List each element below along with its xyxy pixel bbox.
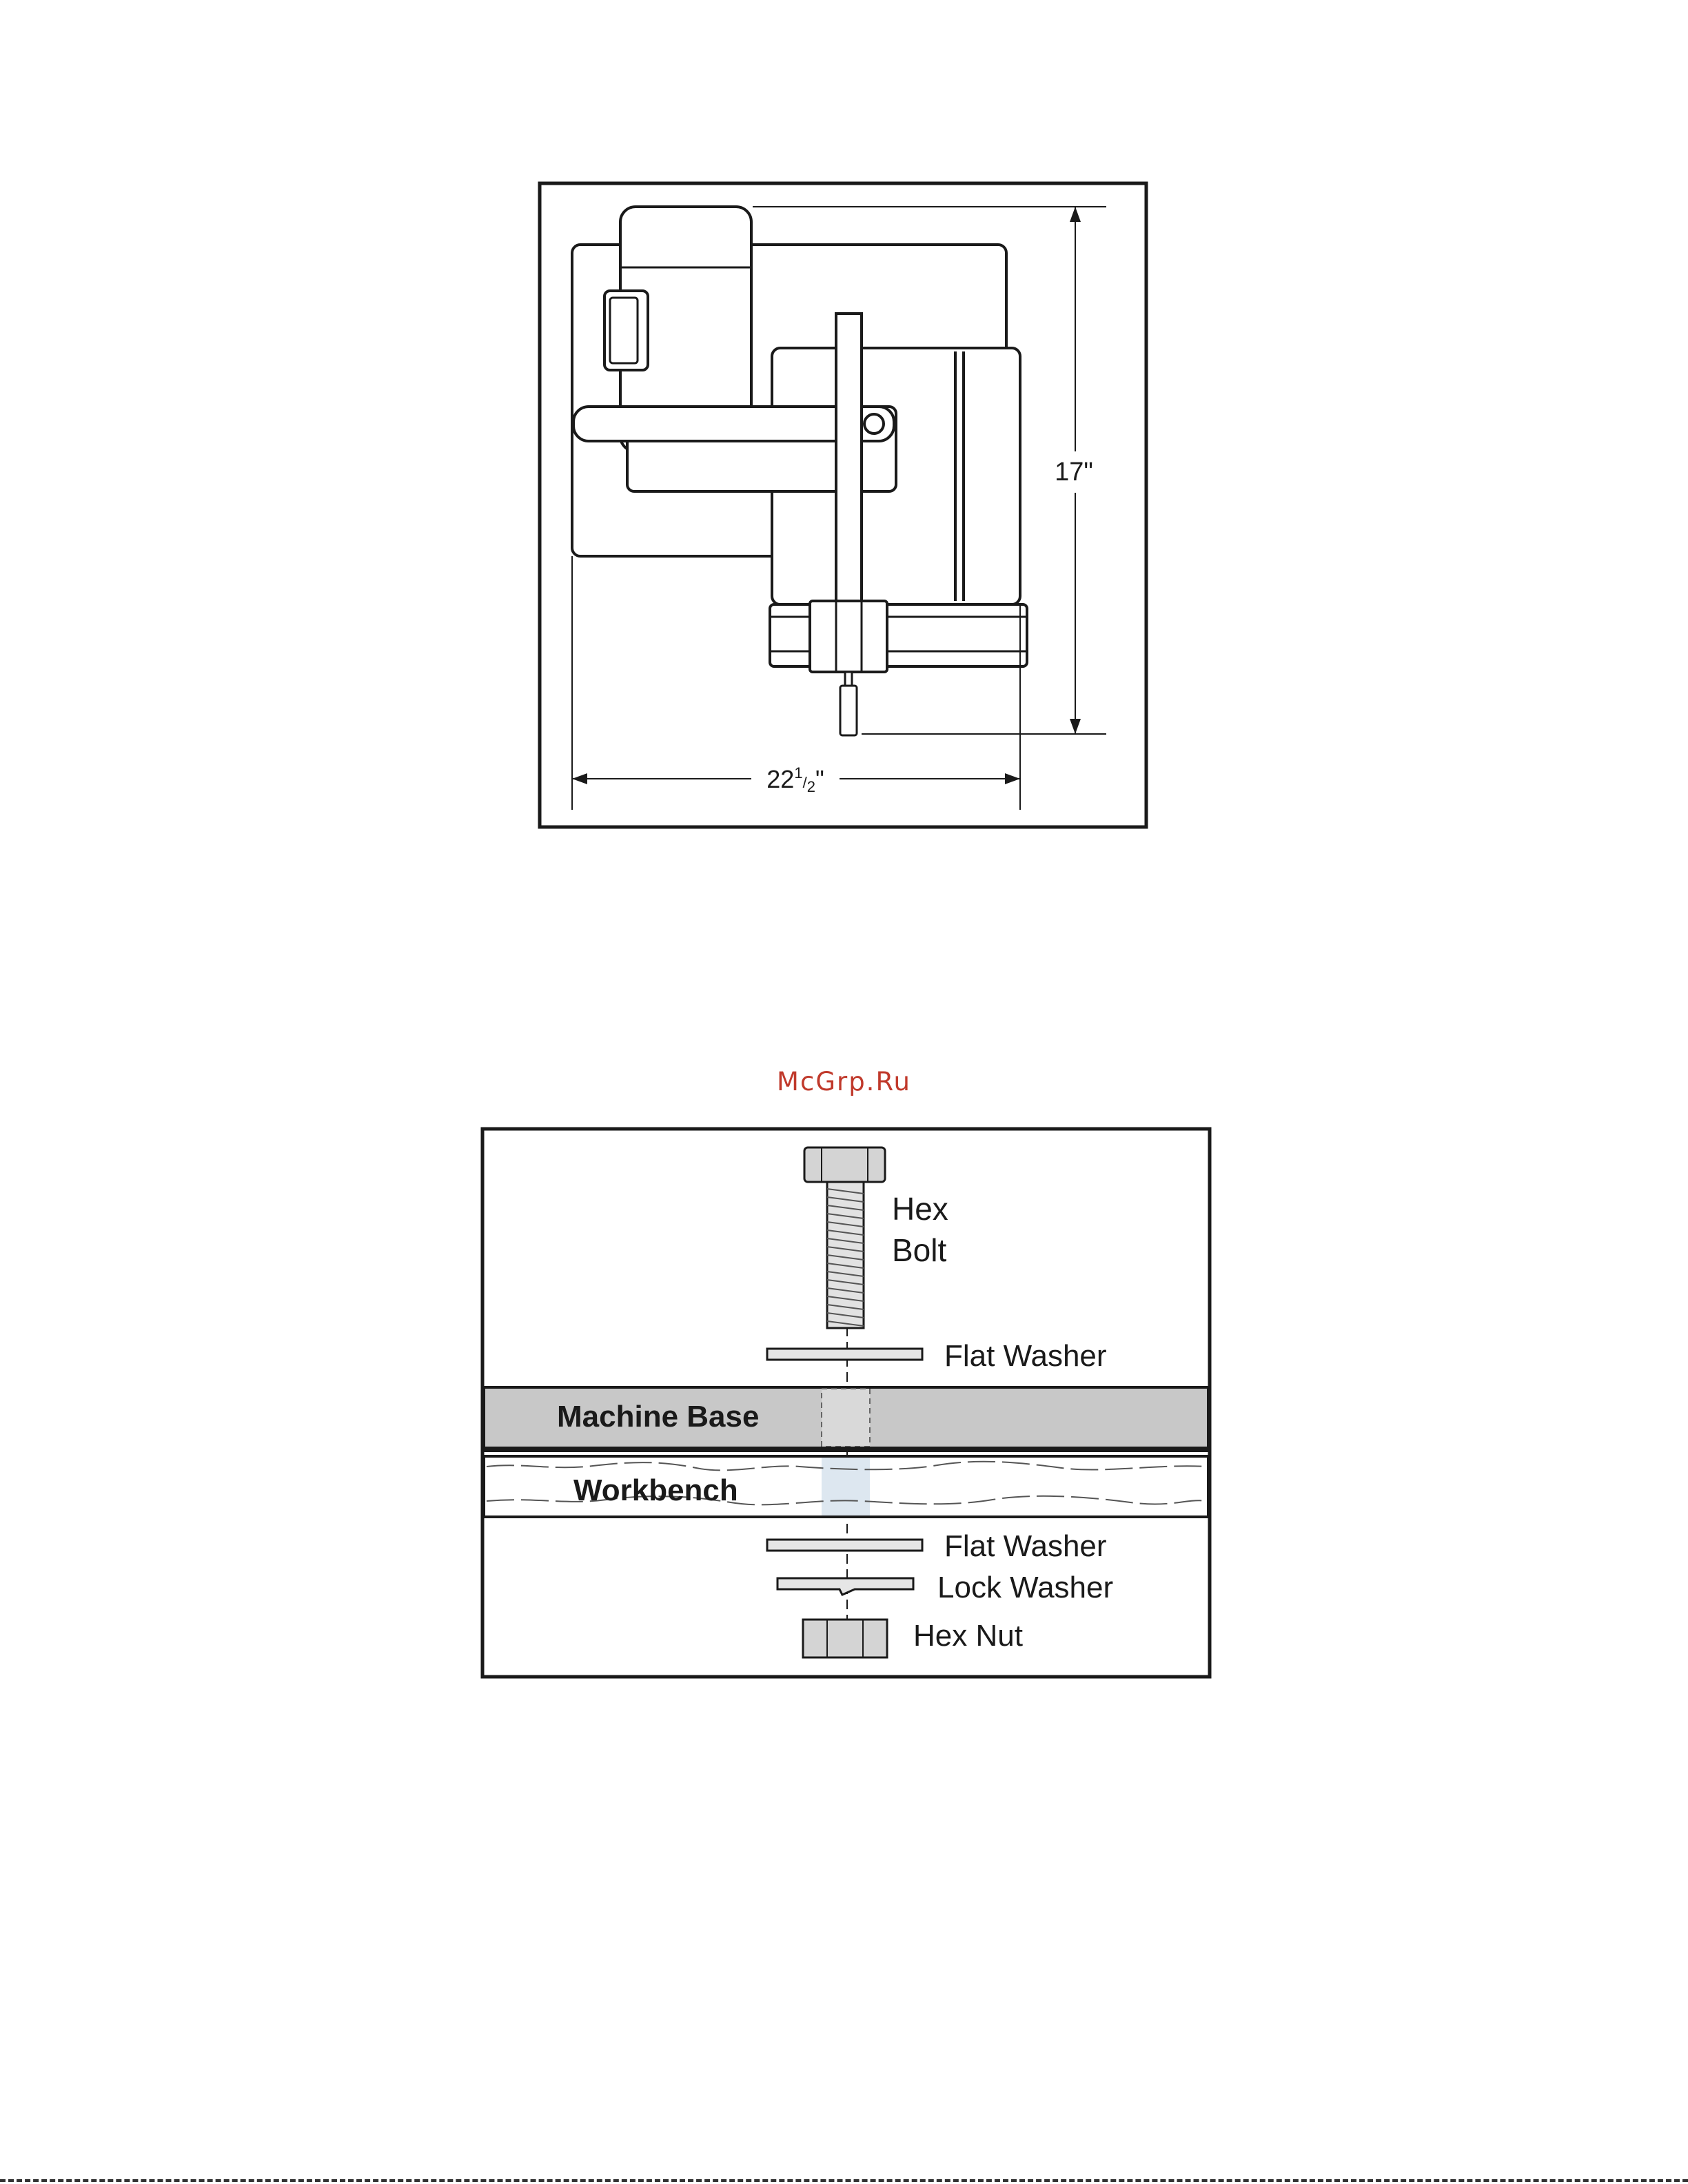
carriage-block (810, 601, 887, 672)
hex-nut (803, 1620, 887, 1657)
bolt-hole-base (822, 1389, 870, 1447)
footer-rule (0, 2179, 1688, 2182)
machine-base-label: Machine Base (557, 1400, 760, 1433)
hex-bolt-label-2: Bolt (892, 1232, 947, 1268)
dim-height-arrow-bottom (1070, 719, 1081, 734)
dim-width-label: $22^1_/2$" (766, 764, 824, 795)
watermark-text: McGrp.Ru (777, 1067, 911, 1096)
flat-washer-bottom (767, 1540, 922, 1551)
hex-bolt-label-1: Hex (892, 1191, 948, 1227)
flat-washer-bottom-label: Flat Washer (944, 1529, 1107, 1563)
hex-bolt (804, 1147, 885, 1328)
mounting-hardware-diagram (0, 1075, 1688, 1695)
handle-grip (840, 686, 857, 735)
machine-footprint-diagram (0, 0, 1688, 855)
dim-width-arrow-right (1005, 773, 1020, 784)
flat-washer-top (767, 1349, 922, 1360)
bolt-hole-workbench (822, 1458, 870, 1515)
lock-washer-label: Lock Washer (937, 1571, 1114, 1604)
dim-width-arrow-left (572, 773, 587, 784)
base-rail (770, 604, 1027, 666)
lock-washer (777, 1578, 913, 1595)
power-switch-inner (610, 298, 638, 363)
workbench-label: Workbench (573, 1473, 738, 1507)
hex-nut-label: Hex Nut (913, 1619, 1023, 1653)
flat-washer-top-label: Flat Washer (944, 1339, 1107, 1373)
arm-pivot (864, 414, 884, 433)
handle-stem (845, 672, 852, 686)
dim-height-arrow-top (1070, 207, 1081, 222)
dim-height-label: 17" (1055, 458, 1093, 487)
